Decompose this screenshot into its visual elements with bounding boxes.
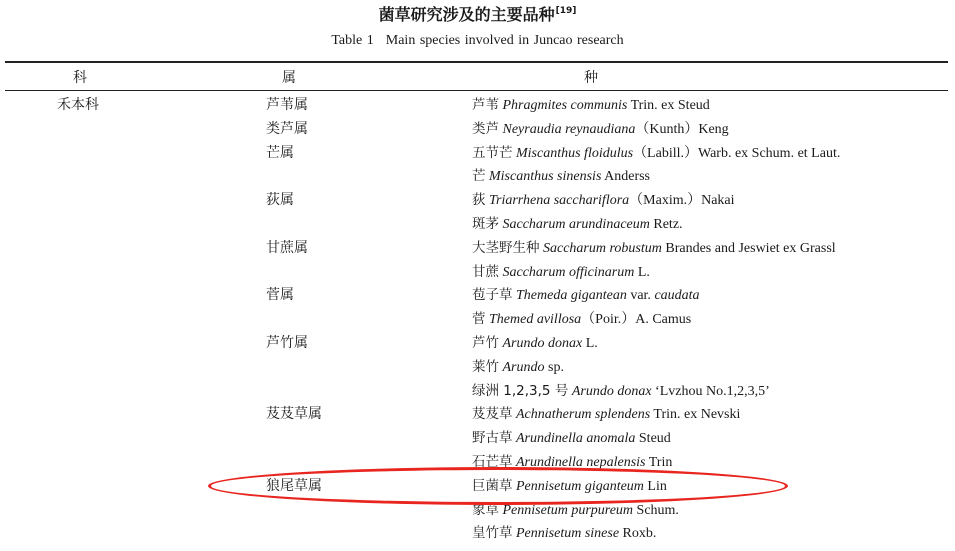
species-chinese-name: 菅 (472, 311, 486, 328)
table-row (0, 381, 955, 405)
species-cell (472, 476, 667, 497)
species-cell (472, 190, 735, 211)
species-scientific-name: Arundo donax (502, 336, 583, 351)
species-authority: sp. (544, 359, 564, 375)
table-row (0, 95, 955, 119)
table-row (0, 333, 955, 357)
species-authority: Steud (635, 431, 671, 447)
species-scientific-name: Pennisetum giganteum (516, 478, 644, 494)
species-chinese-name: 大茎野生种 (472, 239, 540, 256)
header-family: 科 (73, 70, 87, 86)
species-chinese-name: 巨菌草 (472, 477, 513, 494)
species-cell (472, 333, 598, 354)
species-scientific-name: Miscanthus sinensis (489, 169, 602, 185)
species-authority: Schum. (633, 502, 679, 518)
table-row (0, 523, 955, 547)
species-chinese-name: 芦竹 (472, 335, 499, 351)
species-chinese-name: 绿洲 1,2,3,5 号 (472, 382, 569, 399)
species-authority: Retz. (649, 217, 683, 232)
species-scientific-name: Saccharum arundinaceum (502, 217, 650, 232)
species-authority: L. (582, 336, 598, 351)
species-chinese-name: 莱竹 (472, 358, 499, 375)
species-cell (472, 523, 656, 544)
table-row (0, 238, 955, 262)
species-scientific-name: Achnatherum splendens (516, 407, 651, 423)
genus-cell: 芦竹属 (266, 335, 308, 351)
species-cell (472, 285, 700, 306)
species-chinese-name: 五节芒 (472, 144, 513, 161)
species-cell (472, 428, 671, 449)
species-cell (472, 262, 650, 283)
table-header-rule (5, 90, 948, 91)
species-chinese-name: 皇竹草 (472, 525, 513, 542)
species-scientific-name: Saccharum robustum (543, 240, 662, 256)
family-cell: 禾本科 (57, 97, 99, 113)
genus-cell: 荻属 (266, 192, 294, 209)
species-chinese-name: 甘蔗 (472, 263, 499, 280)
genus-cell: 芨芨草属 (266, 406, 322, 423)
table-row (0, 143, 955, 167)
species-scientific-name: Themeda gigantean (516, 288, 627, 304)
species-scientific-name: Neyraudia reynaudiana (502, 121, 636, 137)
genus-cell: 类芦属 (266, 120, 308, 137)
species-chinese-name: 荻 (472, 192, 486, 209)
species-cell (472, 119, 729, 140)
species-scientific-name: Pennisetum sinese (516, 526, 620, 542)
reference-marker: [19] (555, 6, 577, 16)
table-row (0, 262, 955, 286)
table-number: Table 1 (331, 33, 374, 48)
species-scientific-name: Triarrhena sacchariflora (489, 193, 630, 209)
species-authority: Lin (643, 478, 667, 494)
table-title-english (0, 33, 955, 49)
table-row (0, 404, 955, 428)
species-cell (472, 95, 710, 116)
species-scientific-name: Arundo donax (571, 383, 652, 399)
species-chinese-name: 石芒草 (472, 454, 513, 470)
species-chinese-name: 野古草 (472, 430, 513, 447)
header-genus: 属 (282, 70, 296, 86)
table-row (0, 452, 955, 476)
species-cell (472, 500, 679, 521)
species-cell (472, 452, 672, 473)
species-cell (472, 381, 770, 402)
species-chinese-name: 象草 (472, 501, 499, 518)
species-chinese-name: 芨芨草 (472, 406, 513, 423)
table-top-rule (5, 61, 948, 63)
table-row (0, 476, 955, 500)
species-scientific-name: Themed avillosa (489, 312, 582, 328)
species-scientific-name: Arundinella anomala (516, 431, 636, 447)
table-row (0, 500, 955, 524)
species-scientific-name: Arundo (502, 359, 545, 375)
species-scientific-name: Phragmites communis (502, 98, 628, 113)
title-text: 菌草研究涉及的主要品种 (378, 5, 555, 24)
species-cell (472, 357, 564, 378)
species-variety-name: caudata (654, 288, 700, 304)
species-cell (472, 238, 836, 259)
species-chinese-name: 苞子草 (472, 287, 513, 304)
header-species: 种 (584, 70, 598, 86)
species-authority: （Kunth）Keng (635, 121, 729, 137)
species-authority: Roxb. (619, 526, 657, 542)
species-cell (472, 166, 650, 187)
species-authority: Trin. ex Nevski (650, 407, 741, 423)
table-row (0, 119, 955, 143)
species-cell (472, 309, 691, 330)
table-title-chinese (0, 2, 955, 25)
genus-cell: 菅属 (266, 287, 294, 304)
species-chinese-name: 斑茅 (472, 216, 499, 232)
table-row (0, 357, 955, 381)
species-authority: （Maxim.）Nakai (629, 193, 735, 209)
genus-cell: 芦苇属 (266, 97, 308, 113)
species-scientific-name: Miscanthus floidulus (516, 145, 634, 161)
species-authority: var. (626, 288, 655, 304)
species-scientific-name: Arundinella nepalensis (516, 455, 646, 470)
species-authority: L. (634, 264, 650, 280)
species-cell (472, 214, 683, 235)
table-row (0, 285, 955, 309)
species-authority: ‘Lvzhou No.1,2,3,5’ (651, 383, 770, 399)
species-scientific-name: Pennisetum purpureum (502, 502, 634, 518)
species-authority: Anderss (601, 169, 651, 185)
genus-cell: 甘蔗属 (266, 239, 308, 256)
table-row (0, 214, 955, 238)
species-cell (472, 143, 840, 164)
species-authority: （Labill.）Warb. ex Schum. et Laut. (633, 145, 841, 161)
table-row (0, 166, 955, 190)
genus-cell: 芒属 (266, 144, 294, 161)
table-row (0, 190, 955, 214)
species-authority: Trin. ex Steud (627, 98, 710, 113)
species-chinese-name: 类芦 (472, 120, 499, 137)
table-title-english-text: Main species involved in Juncao research (385, 33, 624, 48)
species-authority: Trin (645, 455, 673, 470)
species-cell (472, 404, 740, 425)
species-scientific-name: Saccharum officinarum (502, 264, 635, 280)
table-row (0, 428, 955, 452)
species-chinese-name: 芒 (472, 168, 486, 185)
genus-cell: 狼尾草属 (266, 477, 322, 494)
species-authority: Brandes and Jeswiet ex Grassl (661, 240, 836, 256)
table-row (0, 309, 955, 333)
species-authority: （Poir.）A. Camus (581, 312, 692, 328)
species-chinese-name: 芦苇 (472, 97, 499, 113)
